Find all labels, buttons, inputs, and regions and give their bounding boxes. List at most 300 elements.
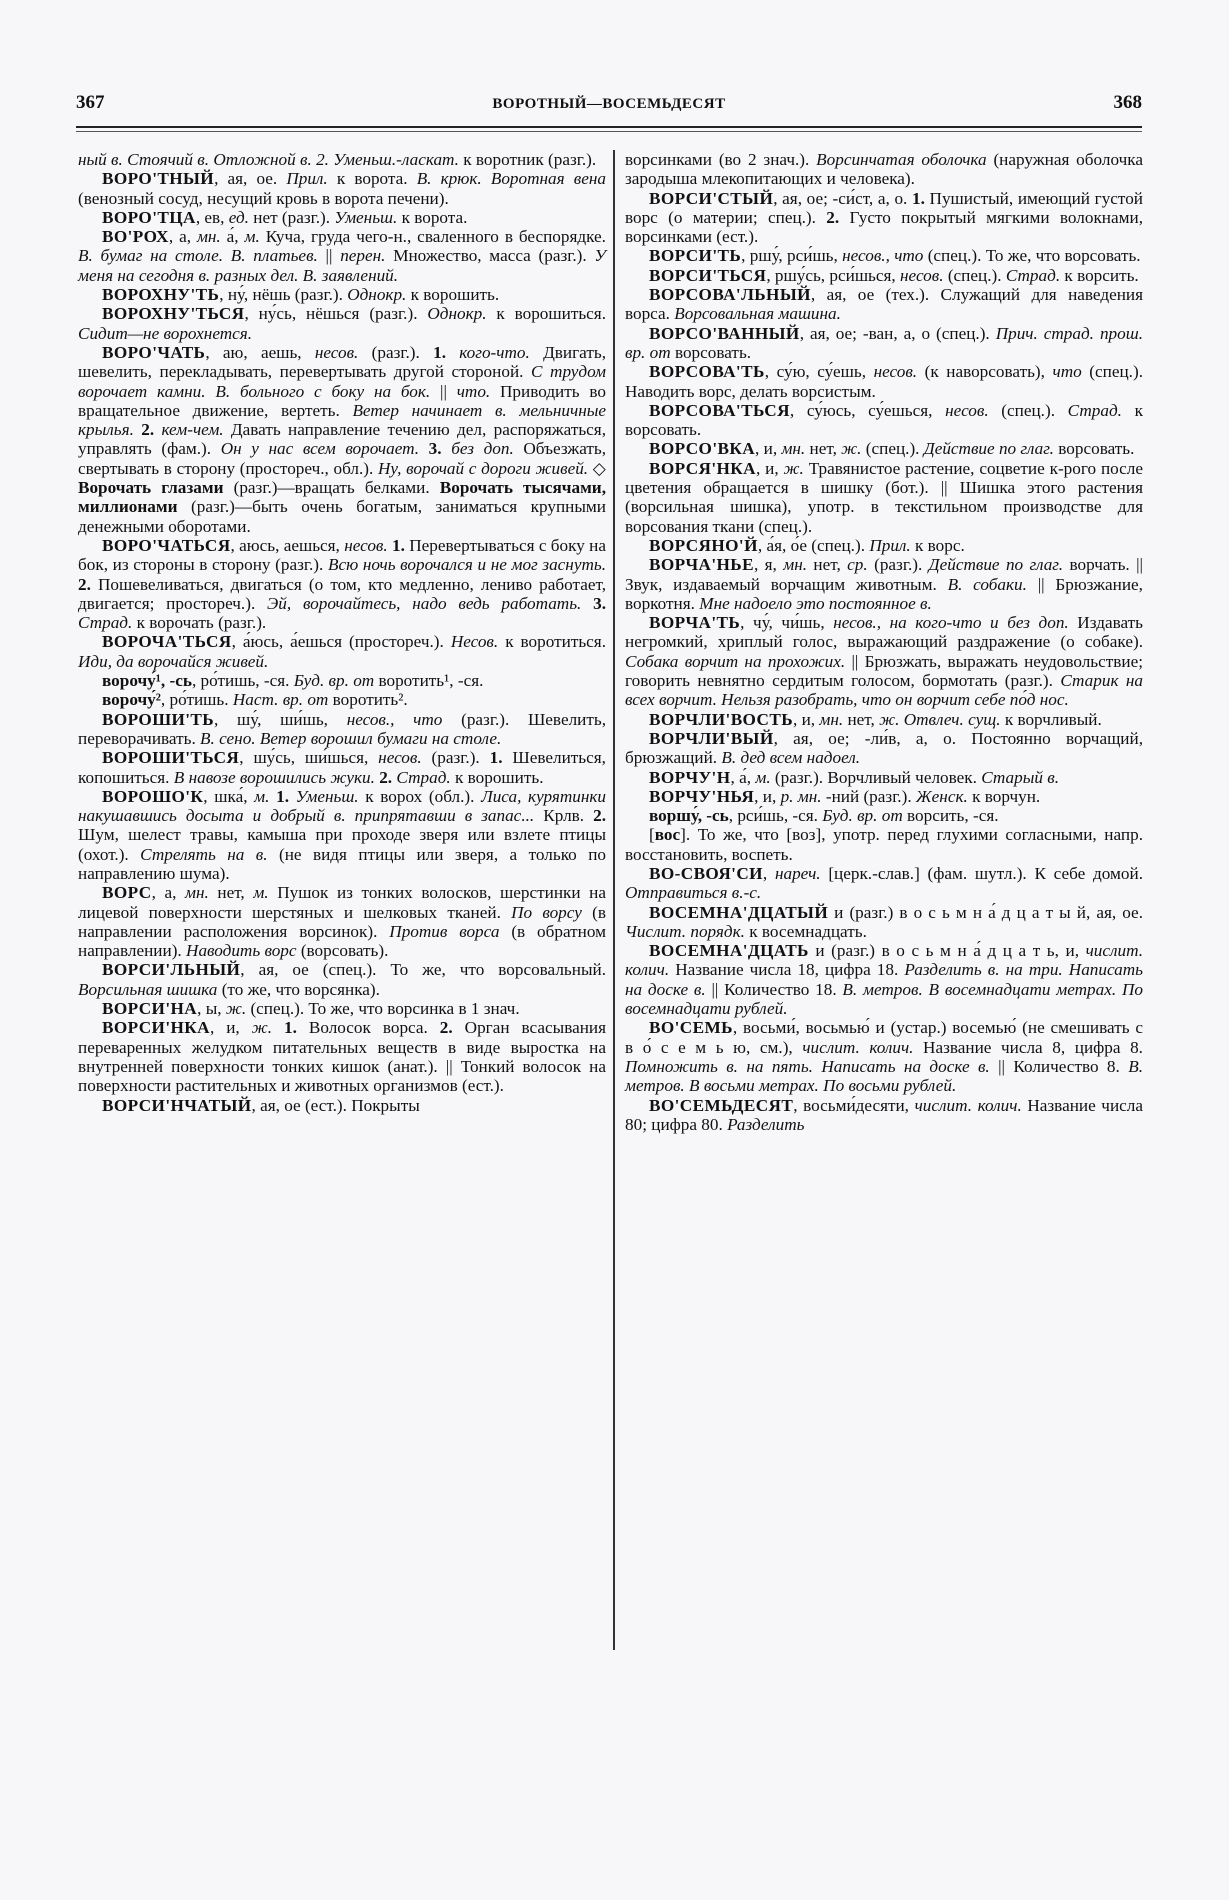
- entry-text: Пошевеливаться, двигаться (о том, кто медленно, лениво работает, двигается; простореч.).: [78, 574, 606, 613]
- entry-text: Куча, груда чего-н., сваленного в беспорядке.: [259, 227, 606, 247]
- entry-text: Эй, ворочайтесь, надо ведь работать.: [267, 593, 582, 613]
- entry-text: Наст. вр. от: [232, 690, 329, 710]
- dictionary-entry: [625, 362, 1143, 401]
- entry-text: Перевертываться с боку на бок, из стороны в сторону (разг.).: [78, 535, 606, 575]
- entry-text: Пушок из тонких волосков, шерстинки на лицевой поверхности шерстяных и шелковых тканей.: [78, 883, 606, 922]
- entry-text: 1.: [489, 748, 503, 768]
- dictionary-entry: [625, 459, 1143, 536]
- entry-text: Помножить в. на пять. Написать на доске в.: [625, 1056, 990, 1076]
- entry-text: без доп.: [451, 439, 514, 459]
- entry-text: Страд.: [1005, 265, 1061, 285]
- dictionary-entry: [78, 690, 606, 709]
- entry-text: Действие по глаг.: [928, 555, 1064, 575]
- entry-text: , су́ю, су́ешь,: [764, 362, 874, 382]
- entry-text: к ворсовать.: [625, 400, 1144, 440]
- entry-text: || Количество 18.: [705, 979, 843, 999]
- entry-text: , аю, аешь,: [205, 342, 315, 362]
- dictionary-entry: [625, 903, 1143, 942]
- entry-text: (не видя птицы или зверя, а только по направлению шума).: [78, 844, 606, 883]
- entry-text: ж.: [225, 999, 247, 1019]
- entry-text: Название числа 8, цифра 8.: [913, 1037, 1143, 1057]
- entry-text: , рси́шь, -ся.: [728, 806, 823, 826]
- entry-text: к ворсить.: [1060, 265, 1139, 285]
- entry-text: Однокр.: [347, 285, 407, 305]
- entry-text: ||: [430, 381, 457, 401]
- entry-text: По ворсу: [511, 902, 582, 922]
- entry-text: , а,: [168, 227, 197, 247]
- dictionary-entry: [625, 266, 1143, 285]
- headword: ВОРОХНУ'ТЬ: [102, 285, 220, 305]
- entry-text: , а́юсь, а́ешься (простореч.).: [231, 632, 451, 652]
- entry-text: Старый в.: [981, 767, 1060, 787]
- entry-text: кого-что.: [459, 342, 530, 362]
- entry-text: что: [1052, 362, 1082, 382]
- entry-text: (ворсовать).: [296, 941, 389, 961]
- headword: ВОРОЧА'ТЬСЯ: [102, 632, 232, 652]
- entry-text: Ветер начинает в. мельничные крылья.: [78, 400, 606, 440]
- entry-text: перен.: [340, 246, 386, 266]
- entry-text: 2.: [439, 1018, 453, 1038]
- dictionary-entry: [625, 439, 1143, 458]
- entry-text: Против ворса: [389, 921, 500, 941]
- entry-text: || Количество 8.: [989, 1056, 1129, 1076]
- entry-text: , ев,: [195, 207, 229, 227]
- header-rule-thin: [76, 131, 1142, 132]
- entry-text: , ая, ое (тех.). Служащий для наведения ворса.: [625, 285, 1143, 324]
- entry-text: [581, 594, 593, 613]
- headword: ВОРЧЛИ'ВЫЙ: [649, 728, 774, 748]
- entry-text: [: [649, 825, 655, 845]
- entry-text: вос: [654, 825, 681, 845]
- entry-text: Прич. страд. прош. вр. от: [625, 323, 1143, 362]
- entry-text: (спец.).: [988, 400, 1068, 420]
- left-column: [78, 150, 606, 1115]
- entry-text: ]. То же, что [воз], употр. перед глухими согласными, напр. восстановить, воспеть.: [625, 825, 1143, 864]
- entry-text: (разг.).: [421, 748, 490, 768]
- entry-text: , и,: [754, 786, 781, 806]
- entry-text: 1.: [276, 786, 289, 806]
- header-rule: [76, 126, 1142, 128]
- page-header: [76, 92, 1142, 122]
- entry-text: В. крюк. Воротная вена: [416, 169, 606, 189]
- headword: ворочу́²: [102, 690, 161, 710]
- entry-text: Ворочать глазами: [78, 478, 224, 498]
- dictionary-entry: [625, 536, 1143, 555]
- entry-text: Название числа 18, цифра 18.: [669, 960, 905, 980]
- entry-text: несов.: [900, 265, 944, 285]
- entry-text: , ая, ое; -ли́в, а, о. Постоянно ворчащий, брюзжащий.: [625, 728, 1143, 768]
- entry-text: несов., что: [346, 709, 443, 729]
- entry-text: ж.: [251, 1018, 273, 1038]
- entry-text: Он у нас всем ворочает.: [220, 439, 420, 459]
- entry-text: [272, 1018, 284, 1037]
- entry-text: Прил.: [869, 535, 911, 555]
- dictionary-entry: [78, 169, 606, 208]
- entry-text: , а́,: [730, 767, 756, 787]
- entry-text: , ро́тишь, -ся.: [191, 671, 294, 691]
- entry-text: В. бумаг на столе. В. платьев.: [78, 246, 318, 266]
- headword: ВОРСИ'ТЬ: [649, 246, 742, 266]
- entry-text: , су́юсь, су́ешься,: [789, 400, 946, 420]
- column-divider: [613, 150, 615, 1650]
- entry-text: несов.: [945, 400, 989, 420]
- headword: ВОРЧА'НЬЕ: [649, 555, 754, 575]
- entry-text: , а,: [151, 883, 185, 903]
- entry-text: и (разг.) в о с ь м н а́ д ц а т ь, и,: [808, 941, 1086, 961]
- entry-text: воротить².: [328, 690, 408, 710]
- entry-text: ж.: [783, 458, 804, 478]
- headword: ворочу́¹, -сь: [102, 671, 192, 691]
- entry-text: мн.: [196, 227, 221, 247]
- entry-text: , ну́сь, нёшься (разг.).: [244, 304, 428, 324]
- entry-text: Давать направление течению дел, распоряжаться, управлять (фам.).: [78, 420, 607, 459]
- entry-text: || Брюзжать, выражать неудовольствие; говорить невнятно сердитым голосом, бормотать (разг.).: [625, 651, 1143, 691]
- entry-text: числит. колич.: [914, 1095, 1022, 1115]
- dictionary-entry: [78, 710, 606, 749]
- dictionary-entry: [78, 343, 606, 536]
- entry-text: м.: [254, 786, 270, 806]
- entry-text: 1.: [433, 342, 446, 362]
- headword: ВОРСИ'НА: [102, 999, 198, 1019]
- dictionary-entry: [78, 1018, 606, 1095]
- entry-text: Отправиться в.-с.: [625, 883, 762, 903]
- headword: ВОРСЯНО'Й: [649, 535, 758, 555]
- entry-text: нет,: [843, 709, 880, 729]
- dictionary-entry: [625, 787, 1143, 806]
- entry-text: Действие по глаг.: [923, 439, 1054, 459]
- entry-text: Крлв.: [534, 806, 594, 826]
- entry-text: || Брюзжание, воркотня.: [625, 574, 1143, 613]
- entry-text: ,: [762, 863, 775, 883]
- dictionary-entry: [625, 1096, 1143, 1135]
- entry-text: ворсить, -ся.: [902, 806, 999, 826]
- headword: ВОРОШИ'ТЬ: [102, 709, 215, 729]
- entry-text: Сидит—не ворохнется.: [78, 323, 253, 343]
- entry-text: к ворота.: [397, 207, 468, 227]
- entry-text: м.: [244, 227, 260, 247]
- entry-text: (разг.). Шевелить, переворачивать.: [78, 709, 607, 748]
- headword: ВОРЧА'ТЬ: [649, 613, 741, 633]
- entry-text: , аюсь, аешься,: [230, 535, 345, 555]
- entry-text: Собака ворчит на прохожих.: [625, 651, 846, 671]
- headword: ВОРОШИ'ТЬСЯ: [102, 748, 240, 768]
- headword: ВО'СЕМЬДЕСЯТ: [649, 1095, 794, 1115]
- dictionary-entry: [625, 710, 1143, 729]
- headword: ВОРСИ'СТЫЙ: [649, 188, 774, 208]
- entry-text: , ро́тишь.: [160, 690, 233, 710]
- headword: ВОРО'ТНЫЙ: [102, 169, 215, 189]
- entry-text: (спец.). То же, что ворсинка в 1 знач.: [246, 999, 520, 1019]
- entry-text: (разг.)—вращать белками.: [223, 478, 440, 498]
- entry-text: (разг.). Ворчливый человек.: [770, 767, 982, 787]
- entry-text: Несов.: [450, 632, 499, 652]
- entry-text: мн.: [184, 883, 209, 903]
- entry-text: , а́я, о́е (спец.).: [757, 535, 870, 555]
- page-number-left: 367: [76, 92, 105, 113]
- dictionary-entry: [625, 285, 1143, 324]
- entry-text: , и,: [756, 458, 784, 478]
- entry-text: кем-чем.: [161, 420, 224, 440]
- entry-text: , ая, ое; -ван, а, о (спец.).: [799, 323, 996, 343]
- entry-text: Множество, масса (разг.).: [385, 246, 595, 266]
- entry-text: Старик на всех ворчит. Нельзя разобрать, что он ворчит себе по́д нос.: [625, 671, 1143, 710]
- entry-text: ед.: [228, 207, 249, 227]
- entry-text: нет (разг.).: [248, 207, 335, 227]
- headword: ВО-СВОЯ'СИ: [649, 863, 763, 883]
- entry-text: к ворс.: [910, 535, 965, 555]
- headword: ВОРСО'ВАННЫЙ: [649, 323, 800, 343]
- entry-text: В. метров. В восемнадцати метрах. По восемнадцати рублей.: [625, 979, 1143, 1019]
- entry-text: (в обратном направлении).: [78, 921, 607, 961]
- entry-text: , ршу́, рси́шь,: [741, 246, 843, 266]
- page-number-right: 368: [1113, 92, 1142, 113]
- entry-text: Волосок ворса.: [296, 1018, 440, 1038]
- entry-text: несов.: [344, 535, 388, 555]
- entry-text: Приводить во вращательное движение, вертеть.: [78, 381, 606, 420]
- entry-text: ворсинками (во 2 знач.).: [625, 150, 817, 169]
- headword: ВОРСИ'НЧАТЫЙ: [102, 1095, 252, 1115]
- entry-text: Страд.: [396, 767, 451, 787]
- entry-text: [446, 343, 459, 362]
- running-head: ВОРОТНЫЙ—ВОСЕМЬДЕСЯТ: [492, 96, 726, 112]
- entry-text: р. мн.: [780, 786, 822, 806]
- entry-text: нет,: [208, 883, 254, 903]
- entry-text: (венозный сосуд, несущий кровь в ворота печени).: [78, 188, 449, 208]
- dictionary-entry: [625, 825, 1143, 864]
- entry-text: к ворчливый.: [1000, 709, 1102, 729]
- entry-text: ворсовать.: [1053, 439, 1135, 459]
- entry-text: У меня на сегодня в. разных дел. В. заявлений.: [78, 246, 606, 285]
- entry-text: Ворсильная шишка: [78, 979, 218, 999]
- entry-text: мн.: [781, 439, 806, 459]
- dictionary-entry: [78, 632, 606, 671]
- headword: ВОРО'ЧАТЬСЯ: [102, 535, 231, 555]
- entry-text: несов., что: [842, 246, 924, 266]
- entry-text: Ворсовальная машина.: [674, 304, 841, 324]
- dictionary-entry: [625, 941, 1143, 1018]
- headword: ВОРО'ЧАТЬ: [102, 342, 206, 362]
- entry-text: Стрелять на в.: [140, 844, 268, 864]
- entry-text: к ворошить.: [450, 767, 544, 787]
- entry-text: , шу́, ши́шь,: [214, 709, 347, 729]
- entry-text: Иди, да ворочайся живей.: [78, 651, 269, 671]
- entry-text: к ворота.: [327, 169, 417, 189]
- entry-text: нет,: [805, 439, 842, 459]
- entry-text: , восьми́, восьмью́ и (устар.) восемью́ (не смешивать с в о́ с е м ь ю, см.),: [625, 1018, 1143, 1057]
- dictionary-entry: [78, 208, 606, 227]
- entry-text: , и,: [755, 439, 782, 459]
- entry-text: ◇: [588, 458, 606, 478]
- entry-text: 2.: [826, 207, 840, 227]
- dictionary-entry: [625, 729, 1143, 768]
- entry-text: к ворчун.: [967, 786, 1041, 806]
- entry-text: (наружная оболочка зародыша млекопитающих и человека).: [625, 150, 1143, 189]
- entry-text: Орган всасывания переваренных желудком питательных веществ в виде выростка на внутренней поверхности тонких кишок (анат.). || Тонкий волосок на поверхности растительных и животных организмов (ест.).: [78, 1018, 607, 1096]
- headword: ВОРЧУ'Н: [649, 767, 731, 787]
- entry-text: Ну, ворочай с дороги живей.: [377, 458, 589, 478]
- entry-text: Название числа 80; цифра 80.: [625, 1095, 1143, 1134]
- headword: ВОСЕМНА'ДЦАТЬ: [649, 941, 809, 961]
- entry-text: ж. Отвлеч. сущ.: [879, 709, 1001, 729]
- entry-text: , и,: [209, 1018, 252, 1038]
- dictionary-entry: [78, 536, 606, 632]
- entry-text: В. сено. Ветер ворошил бумаги на столе.: [200, 728, 502, 748]
- entry-text: В. дед всем надоел.: [721, 748, 861, 768]
- entry-text: к ворошить.: [406, 285, 500, 305]
- entry-text: Пушистый, имеющий густой ворс (о материи; спец.).: [625, 188, 1143, 227]
- entry-text: ж.: [841, 439, 862, 459]
- entry-text: 1.: [392, 535, 405, 555]
- entry-text: ср.: [847, 555, 868, 575]
- dictionary-entry: [78, 304, 606, 343]
- entry-text: , ая, ое (ест.). Покрыты: [251, 1095, 420, 1115]
- entry-text: ворсовать.: [670, 342, 752, 362]
- dictionary-entry: [625, 768, 1143, 787]
- entry-text: к воротник (разг.).: [458, 150, 597, 169]
- entry-text: Ворсинчатая оболочка: [816, 150, 987, 169]
- entry-text: (то же, что ворсянка).: [217, 979, 380, 999]
- entry-text: Шевелиться, копошиться.: [78, 748, 606, 787]
- headword: ВО'СЕМЬ: [649, 1018, 733, 1038]
- dictionary-entry: [625, 150, 1143, 189]
- entry-text: , я,: [753, 555, 784, 575]
- dictionary-entry: [78, 960, 606, 999]
- entry-text: , восьми́десяти,: [793, 1095, 915, 1115]
- headword: ВОРСО'ВКА: [649, 439, 756, 459]
- dictionary-entry: [625, 401, 1143, 440]
- entry-text: (спец.).: [861, 439, 924, 459]
- headword: ВОРСЯ'НКА: [649, 458, 756, 478]
- entry-text: [442, 439, 452, 458]
- entry-text: а́,: [220, 227, 245, 247]
- entry-text: , шка́,: [203, 786, 255, 806]
- dictionary-entry: [625, 246, 1143, 265]
- entry-text: к воротиться.: [498, 632, 607, 652]
- entry-text: (разг.).: [867, 555, 929, 575]
- entry-text: [419, 439, 429, 458]
- entry-text: 2.: [379, 767, 393, 787]
- entry-text: Всю ночь ворочался и не мог заснуть.: [327, 555, 606, 575]
- dictionary-entry: [625, 806, 1143, 825]
- entry-text: Числит. порядк.: [625, 921, 745, 941]
- entry-text: к восемнадцать.: [744, 921, 867, 941]
- entry-text: Буд. вр. от: [293, 671, 375, 691]
- entry-text: Разделить: [727, 1114, 805, 1134]
- dictionary-entry: [78, 227, 606, 285]
- dictionary-entry: [78, 883, 606, 960]
- headword: ВОРСОВА'ЛЬНЫЙ: [649, 285, 811, 305]
- entry-text: несов.: [873, 362, 918, 382]
- entry-text: , ну́, нёшь (разг.).: [219, 285, 348, 305]
- entry-text: что.: [456, 381, 491, 401]
- dictionary-entry: [78, 999, 606, 1018]
- entry-text: 3.: [593, 593, 606, 613]
- headword: ВОРОШО'К: [102, 786, 204, 806]
- dictionary-entry: [78, 1096, 606, 1115]
- dictionary-entry: [625, 613, 1143, 709]
- entry-text: Женск.: [915, 786, 968, 806]
- entry-text: В. метров. В восьми метрах. По восьми рублей.: [625, 1056, 1143, 1096]
- entry-text: и (разг.) в о с ь м н а́ д ц а т ы й, ая, ое.: [828, 902, 1143, 922]
- entry-text: мн.: [783, 555, 808, 575]
- dictionary-entry: [625, 555, 1143, 613]
- entry-text: Страд.: [1067, 400, 1122, 420]
- entry-text: 1.: [284, 1018, 297, 1038]
- entry-text: , чу́, чи́шь,: [740, 613, 834, 633]
- entry-text: 2.: [593, 806, 607, 826]
- entry-text: Однокр.: [427, 304, 487, 324]
- headword: ВОРО'ТЦА: [102, 207, 196, 227]
- entry-text: нет,: [807, 555, 848, 575]
- headword: ВОРЧЛИ'ВОСТЬ: [649, 709, 793, 729]
- dictionary-entry: [78, 150, 606, 169]
- entry-text: (спец.). Наводить ворс, делать ворсистым.: [625, 362, 1143, 401]
- headword: ВОРСИ'НКА: [102, 1018, 210, 1038]
- entry-text: С трудом ворочает камни. В. больного с боку на бок.: [78, 362, 606, 401]
- dictionary-entry: [78, 285, 606, 304]
- entry-text: -ний (разг.).: [821, 786, 916, 806]
- entry-text: числит. колич.: [802, 1037, 914, 1057]
- headword: ВОРСИ'ЛЬНЫЙ: [102, 960, 241, 980]
- right-column: [625, 150, 1143, 1134]
- entry-text: ворчать. || Звук, издаваемый ворчащим животным.: [625, 555, 1144, 594]
- entry-text: В. собаки.: [947, 574, 1027, 594]
- headword: ВО'РОХ: [102, 227, 169, 247]
- entry-text: Густо покрытый мягкими волокнами, ворсинками (ест.).: [625, 207, 1143, 247]
- entry-text: 2.: [78, 574, 91, 594]
- entry-text: , ая, ое (спец.). То же, что ворсовальный.: [240, 960, 606, 980]
- entry-text: В навозе ворошились жуки.: [173, 767, 375, 787]
- dictionary-entry: [625, 1018, 1143, 1095]
- dictionary-entry: [625, 189, 1143, 247]
- dictionary-entry: [625, 324, 1143, 363]
- entry-text: ||: [317, 246, 341, 266]
- headword: ВОРСОВА'ТЬ: [649, 362, 765, 382]
- entry-text: м.: [755, 767, 771, 787]
- entry-text: , ая, ое; -си́ст, а, о.: [773, 188, 912, 208]
- entry-text: нареч.: [774, 863, 821, 883]
- headword: ВОРОХНУ'ТЬСЯ: [102, 304, 245, 324]
- entry-text: несов.: [378, 748, 422, 768]
- entry-text: Буд. вр. от: [822, 806, 903, 826]
- entry-text: Шум, шелест травы, камыша при проходе зверя или взлете птицы (охот.).: [78, 825, 606, 864]
- entry-text: Объезжать, свертывать в сторону (простореч., обл.).: [78, 439, 607, 478]
- entry-text: [289, 787, 296, 806]
- headword: ВОРСИ'ТЬСЯ: [649, 265, 767, 285]
- entry-text: Травянистое растение, соцветие к-рого после цветения обращается в шишку (бот.). || Шишка этого растения (ворсильная шишка), употр. в текстильном производстве для ворсования ткани (спец.).: [625, 458, 1143, 536]
- entry-text: Ворочать тысячами, миллионами: [78, 478, 606, 517]
- dictionary-entry: [625, 864, 1143, 903]
- entry-text: к ворочать (разг.).: [132, 613, 267, 633]
- entry-text: воротить¹, -ся.: [374, 671, 484, 691]
- entry-text: Двигать, шевелить, перекладывать, перевертывать другой стороной.: [78, 342, 606, 382]
- headword: ВОРС: [102, 883, 152, 903]
- entry-text: (в направлении расположения ворсинок).: [78, 902, 606, 941]
- entry-text: несов., на кого-что и без доп.: [833, 613, 1069, 633]
- entry-text: Издавать негромкий, хриплый голос, выражающий раздражение (о собаке).: [625, 613, 1143, 652]
- entry-text: , шу́сь, ши́шься,: [239, 748, 379, 768]
- entry-text: Уменьш.: [334, 207, 398, 227]
- entry-text: (к наворсовать),: [917, 362, 1053, 382]
- entry-text: , и,: [792, 709, 820, 729]
- entry-text: Прил.: [286, 169, 328, 189]
- entry-text: м.: [253, 883, 269, 903]
- headword: ВОРСОВА'ТЬСЯ: [649, 400, 790, 420]
- entry-text: числит. колич.: [625, 941, 1143, 980]
- dictionary-entry: [78, 671, 606, 690]
- entry-text: Разделить в. на три. Написать на доске в.: [625, 960, 1143, 999]
- headword: воршу́, -сь: [649, 806, 729, 826]
